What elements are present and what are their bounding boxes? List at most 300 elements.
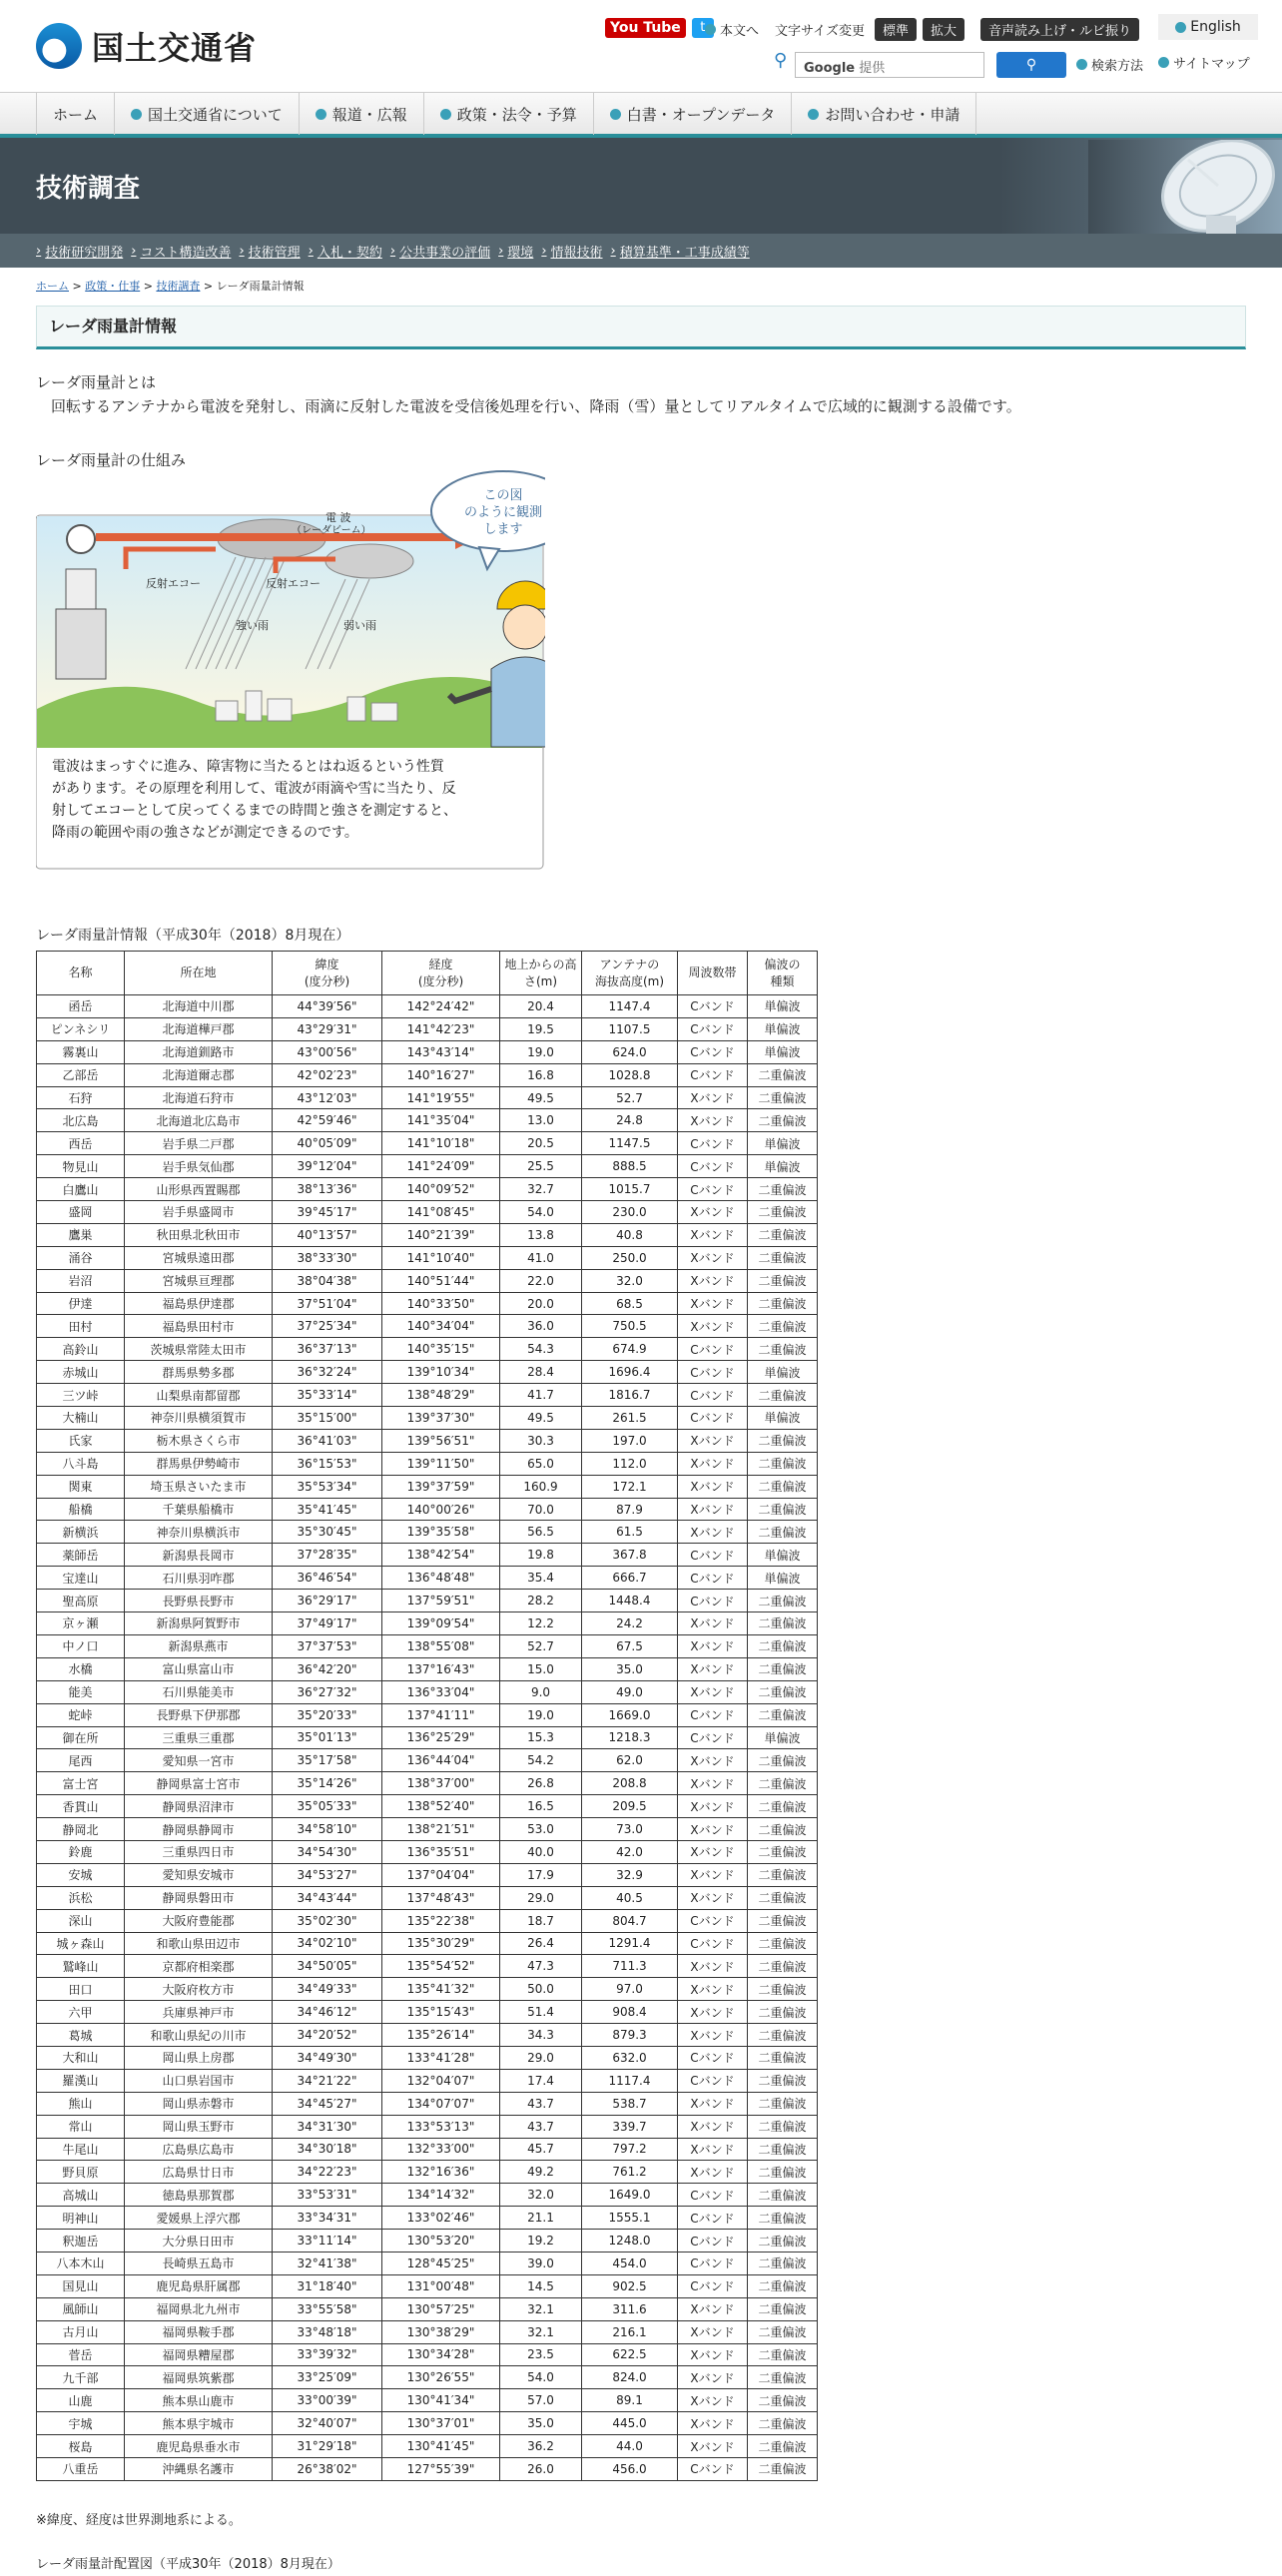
table-cell: 131°00′48" [382,2274,500,2297]
table-cell: 35°30′45" [273,1521,382,1544]
table-cell: 97.0 [582,1978,678,2001]
table-cell: 古月山 [37,2320,125,2343]
table-row [37,1978,818,2001]
subnav-bidding[interactable]: › 入札・契約 [309,242,390,261]
table-cell: 二重偏波 [748,1315,818,1338]
table-row [37,1246,818,1269]
table-cell: 41.0 [500,1246,582,1269]
table-cell: 761.2 [582,2161,678,2184]
table-cell: 石川県羽咋郡 [125,1567,273,1590]
table-cell: 二重偏波 [748,1384,818,1407]
table-cell: 138°55′08" [382,1634,500,1657]
echo-label-2: 反射エコー [266,577,320,590]
table-cell: 216.1 [582,2320,678,2343]
table-cell: 130°57′25" [382,2297,500,2320]
table-cell: 単偏波 [748,1040,818,1063]
table-cell: 岡山県玉野市 [125,2115,273,2138]
table-cell: 単偏波 [748,1567,818,1590]
table-cell: 桜島 [37,2435,125,2458]
table-cell: 138°48′29" [382,1384,500,1407]
table-row [37,1657,818,1680]
table-cell: 深山 [37,1909,125,1932]
table-cell: 二重偏波 [748,2320,818,2343]
table-row [37,2161,818,2184]
table-row [37,2412,818,2435]
table-cell: 54.0 [500,2366,582,2389]
table-cell: 135°15′43" [382,2001,500,2024]
table-cell: 京ヶ瀬 [37,1612,125,1635]
table-cell: 141°42′23" [382,1017,500,1040]
table-cell: 209.5 [582,1795,678,1818]
table-body [37,995,818,2481]
table-cell: 鷲峰山 [37,1955,125,1978]
table-cell: 19.8 [500,1544,582,1567]
table-cell: Xバンド [678,2412,748,2435]
bubble-line-3: します [483,522,523,537]
table-cell: 70.0 [500,1498,582,1521]
table-row [37,1818,818,1841]
table-cell: 367.8 [582,1544,678,1567]
table-row [37,1452,818,1475]
table-cell: 兵庫県神戸市 [125,2001,273,2024]
search-button[interactable] [996,52,1066,78]
table-cell: 160.9 [500,1475,582,1498]
table-cell: 二重偏波 [748,1932,818,1955]
table-row [37,2092,818,2115]
table-cell: 36°41′03" [273,1429,382,1452]
table-cell: Cバンド [678,1178,748,1201]
table-cell: Cバンド [678,2046,748,2069]
table-row [37,1178,818,1201]
wave-label: 電 波 [325,511,351,524]
table-cell: 尾西 [37,1749,125,1772]
table-cell: 34°46′12" [273,2001,382,2024]
table-cell: 136°33′04" [382,1680,500,1703]
table-cell: 44°39′56" [273,995,382,1018]
table-cell: 静岡県沼津市 [125,1795,273,1818]
table-cell: 福島県伊達郡 [125,1292,273,1315]
font-large-button[interactable]: 拡大 [923,18,964,41]
table-cell: 福岡県糟屋郡 [125,2343,273,2366]
table-cell: 139°10′34" [382,1361,500,1384]
table-cell: 宮城県亘理郡 [125,1269,273,1292]
table-cell: 35°41′45" [273,1498,382,1521]
table-cell: 大和山 [37,2046,125,2069]
table-cell: 長野県下伊那郡 [125,1703,273,1726]
table-cell: Xバンド [678,1955,748,1978]
table-cell: 36°27′32" [273,1680,382,1703]
col-polarization: 偏波の 種類 [748,952,818,995]
table-cell: 879.3 [582,2024,678,2047]
table-cell: 32.9 [582,1863,678,1886]
table-cell: 二重偏波 [748,2115,818,2138]
nav-label: 国土交通省について [148,105,283,124]
table-cell: 130°38′29" [382,2320,500,2343]
table-cell: Xバンド [678,1772,748,1795]
table-cell: 単偏波 [748,1155,818,1178]
table-cell: 新潟県長岡市 [125,1544,273,1567]
table-cell: 139°09′54" [382,1612,500,1635]
table-cell: Cバンド [678,2207,748,2230]
section-title: 技術調査 [36,174,141,204]
nav-policy[interactable] [424,93,594,135]
table-cell: 1448.4 [582,1590,678,1612]
table-cell: 135°22′38" [382,1909,500,1932]
table-cell: 674.9 [582,1338,678,1361]
table-cell: 二重偏波 [748,2207,818,2230]
subnav-standards[interactable]: › 積算基準・工事成績等 [611,242,758,261]
table-cell: Xバンド [678,2297,748,2320]
table-cell: 40.8 [582,1223,678,1246]
table-cell: Xバンド [678,1521,748,1544]
table-cell: 二重偏波 [748,1955,818,1978]
table-cell: Xバンド [678,1749,748,1772]
table-cell: 石川県能美市 [125,1680,273,1703]
table-cell: Xバンド [678,1269,748,1292]
table-caption: レーダ雨量計情報（平成30年（2018）8月現在） [36,928,350,944]
breadcrumb [36,278,305,294]
table-cell: 143°43′14" [382,1040,500,1063]
table-cell: 34°50′05" [273,1955,382,1978]
table-cell: 40.5 [582,1886,678,1909]
search-input[interactable] [795,52,984,78]
table-cell: 138°37′00" [382,1772,500,1795]
table-cell: 二重偏波 [748,2435,818,2458]
table-cell: 34°49′30" [273,2046,382,2069]
nav-label: ホーム [53,105,99,124]
table-row [37,1703,818,1726]
breadcrumb-home[interactable]: ホーム [36,280,69,293]
table-cell: 139°11′50" [382,1452,500,1475]
table-cell: 18.7 [500,1909,582,1932]
table-cell: 30.3 [500,1429,582,1452]
table-row [37,1498,818,1521]
table-cell: 羅漢山 [37,2069,125,2092]
table-cell: 1218.3 [582,1726,678,1749]
table-cell: 51.4 [500,2001,582,2024]
table-cell: 15.3 [500,1726,582,1749]
table-cell: 33°25′09" [273,2366,382,2389]
table-cell: 136°48′48" [382,1567,500,1590]
subnav-environment[interactable]: › 環境 [498,242,541,261]
youtube-icon[interactable]: You Tube [605,18,686,38]
table-cell: 130°37′01" [382,2412,500,2435]
table-cell: 24.2 [582,1612,678,1635]
table-cell: 二重偏波 [748,1590,818,1612]
table-cell: Cバンド [678,2458,748,2481]
table-row [37,1909,818,1932]
table-cell: 127°55′39" [382,2458,500,2481]
table-cell: Xバンド [678,1315,748,1338]
table-cell: 24.8 [582,1109,678,1132]
table-cell: 和歌山県田辺市 [125,1932,273,1955]
table-cell: 49.5 [500,1407,582,1430]
table-cell: 36°32′24" [273,1361,382,1384]
table-cell: 関東 [37,1475,125,1498]
table-cell: 39.0 [500,2252,582,2274]
table-cell: 750.5 [582,1315,678,1338]
table-cell: 68.5 [582,1292,678,1315]
table-cell: 1816.7 [582,1384,678,1407]
table-cell: 明神山 [37,2207,125,2230]
table-cell: 39°45′17" [273,1201,382,1224]
table-cell: 二重偏波 [748,1475,818,1498]
table-cell: 29.0 [500,1886,582,1909]
table-row [37,2046,818,2069]
table-cell: 454.0 [582,2252,678,2274]
table-cell: 622.5 [582,2343,678,2366]
table-cell: 千葉県船橋市 [125,1498,273,1521]
table-cell: 32.7 [500,1178,582,1201]
table-cell: 二重偏波 [748,1086,818,1109]
table-cell: 45.7 [500,2138,582,2161]
table-cell: 二重偏波 [748,2389,818,2412]
table-cell: 北海道北広島市 [125,1109,273,1132]
table-cell: 197.0 [582,1429,678,1452]
table-cell: 二重偏波 [748,2001,818,2024]
subnav-it[interactable]: › 情報技術 [541,242,610,261]
table-cell: 1555.1 [582,2207,678,2230]
search-placeholder: 提供 [859,61,886,76]
table-row [37,2435,818,2458]
table-row [37,1795,818,1818]
table-cell: 35°17′58" [273,1749,382,1772]
table-cell: 二重偏波 [748,2046,818,2069]
caption-line-4: 降雨の範囲や雨の強さなどが測定できるのです。 [52,825,358,841]
table-cell: 二重偏波 [748,2343,818,2366]
read-aloud-button[interactable]: 音声読み上げ・ルビ振り [980,18,1139,41]
sitemap-link[interactable] [1158,53,1250,72]
table-cell: 140°35′15" [382,1338,500,1361]
table-cell: Cバンド [678,1040,748,1063]
table-cell: 141°10′18" [382,1132,500,1155]
beam-label: （レーダビーム） [292,525,371,536]
table-cell: 35°14′26" [273,1772,382,1795]
table-cell: 愛媛県上浮穴郡 [125,2207,273,2230]
table-cell: 二重偏波 [748,2366,818,2389]
table-cell: 52.7 [582,1086,678,1109]
table-row [37,2320,818,2343]
table-cell: 八斗島 [37,1452,125,1475]
table-cell: 二重偏波 [748,1978,818,2001]
table-cell: 1117.4 [582,2069,678,2092]
table-cell: Cバンド [678,1361,748,1384]
breadcrumb-policy[interactable]: 政策・仕事 [85,280,141,293]
subnav-tech-mgmt[interactable]: › 技術管理 [239,242,308,261]
table-cell: 北広島 [37,1109,125,1132]
table-cell: 43°29′31" [273,1017,382,1040]
table-cell: 六甲 [37,2001,125,2024]
table-cell: 二重偏波 [748,1429,818,1452]
nav-about[interactable] [115,93,300,135]
table-cell: 単偏波 [748,1726,818,1749]
table-row [37,1292,818,1315]
table-cell: 130°53′20" [382,2230,500,2253]
table-cell: Xバンド [678,1634,748,1657]
table-cell: 31°18′40" [273,2274,382,2297]
table-row [37,1634,818,1657]
table-cell: 89.1 [582,2389,678,2412]
table-cell: 36°37′13" [273,1338,382,1361]
table-cell: 三ツ峠 [37,1384,125,1407]
table-cell: 112.0 [582,1452,678,1475]
table-cell: 17.9 [500,1863,582,1886]
subnav-evaluation[interactable]: › 公共事業の評価 [390,242,498,261]
table-row [37,2184,818,2207]
table-cell: Cバンド [678,1132,748,1155]
table-cell: 二重偏波 [748,1269,818,1292]
table-row [37,1886,818,1909]
table-cell: 130°41′45" [382,2435,500,2458]
table-cell: 二重偏波 [748,1521,818,1544]
font-standard-button[interactable]: 標準 [875,18,917,41]
nav-contact[interactable] [792,93,976,135]
breadcrumb-tech[interactable]: 技術調査 [156,280,201,293]
table-cell: Xバンド [678,2343,748,2366]
table-cell: Cバンド [678,1590,748,1612]
table-cell: 福岡県北九州市 [125,2297,273,2320]
table-cell: 赤城山 [37,1361,125,1384]
search-help-link[interactable] [1076,55,1143,74]
table-cell: 339.7 [582,2115,678,2138]
table-row [37,1521,818,1544]
table-cell: 国見山 [37,2274,125,2297]
skip-label: 本文へ [720,24,760,39]
nav-whitepaper[interactable] [594,93,793,135]
nav-home[interactable] [36,93,115,135]
breadcrumb-current: レーダ雨量計情報 [216,280,305,293]
table-cell: 32.1 [500,2297,582,2320]
table-cell: 140°09′52" [382,1178,500,1201]
table-cell: 208.8 [582,1772,678,1795]
table-cell: 15.0 [500,1657,582,1680]
table-cell: 38°33′30" [273,1246,382,1269]
table-cell: 沖縄県名護市 [125,2458,273,2481]
table-cell: 38°13′36" [273,1178,382,1201]
table-cell: 八本木山 [37,2252,125,2274]
table-cell: 137°59′51" [382,1590,500,1612]
table-cell: 二重偏波 [748,2069,818,2092]
table-row [37,1269,818,1292]
twitter-icon[interactable]: t [692,18,714,38]
table-cell: Xバンド [678,2024,748,2047]
table-row [37,1223,818,1246]
bullet-icon [440,109,451,120]
table-cell: 鷹巣 [37,1223,125,1246]
table-cell: 40.0 [500,1840,582,1863]
table-cell: 二重偏波 [748,2252,818,2274]
table-cell: 139°35′58" [382,1521,500,1544]
table-cell: 岩手県気仙郡 [125,1155,273,1178]
table-row [37,1132,818,1155]
table-cell: Cバンド [678,995,748,1018]
table-cell: 138°52′40" [382,1795,500,1818]
table-cell: 34°54′30" [273,1840,382,1863]
table-cell: 133°41′28" [382,2046,500,2069]
table-cell: 蛇峠 [37,1703,125,1726]
table-cell: 28.2 [500,1590,582,1612]
table-row [37,2389,818,2412]
bullet-icon [705,24,716,35]
table-cell: Cバンド [678,1063,748,1086]
table-cell: 二重偏波 [748,1840,818,1863]
table-cell: 908.4 [582,2001,678,2024]
table-cell: 広島県廿日市 [125,2161,273,2184]
table-cell: 47.3 [500,1955,582,1978]
table-cell: Cバンド [678,1407,748,1430]
table-cell: 二重偏波 [748,1452,818,1475]
table-cell: 群馬県伊勢崎市 [125,1452,273,1475]
table-cell: 40°05′09" [273,1132,382,1155]
sub-nav [0,234,1282,268]
table-cell: 50.0 [500,1978,582,2001]
table-cell: Xバンド [678,1452,748,1475]
table-cell: 142°24′42" [382,995,500,1018]
table-cell: 岡山県赤磐市 [125,2092,273,2115]
table-cell: 902.5 [582,2274,678,2297]
table-cell: 36°15′53" [273,1452,382,1475]
table-cell: Xバンド [678,1978,748,2001]
english-link[interactable] [1158,14,1258,40]
skip-to-content-link[interactable] [705,20,759,39]
table-cell: 34°53′27" [273,1863,382,1886]
bullet-icon [131,109,142,120]
table-row [37,2366,818,2389]
subnav-cost[interactable]: › コスト構造改善 [131,242,239,261]
table-cell: 31°29′18" [273,2435,382,2458]
table-row [37,1726,818,1749]
table-cell: 43.7 [500,2115,582,2138]
table-cell: 愛知県一宮市 [125,1749,273,1772]
table-cell: Cバンド [678,2230,748,2253]
table-cell: 42.0 [582,1840,678,1863]
nav-press[interactable] [300,93,424,135]
table-cell: 単偏波 [748,1017,818,1040]
table-cell: 804.7 [582,1909,678,1932]
table-cell: 632.0 [582,2046,678,2069]
table-cell: 九千部 [37,2366,125,2389]
table-cell: 牛尾山 [37,2138,125,2161]
mlit-logo[interactable] [36,18,268,74]
satellite-dish-icon [1088,140,1282,234]
table-cell: 138°42′54" [382,1544,500,1567]
table-row [37,2069,818,2092]
table-cell: 43°12′03" [273,1086,382,1109]
table-cell: Cバンド [678,1726,748,1749]
table-cell: 37°25′34" [273,1315,382,1338]
table-cell: 二重偏波 [748,1246,818,1269]
table-cell: 二重偏波 [748,2274,818,2297]
subnav-rnd[interactable]: › 技術研究開発 [36,242,131,261]
table-row [37,2297,818,2320]
table-cell: 824.0 [582,2366,678,2389]
org-name: 国土交通省 [92,29,258,67]
table-cell: 140°51′44" [382,1269,500,1292]
table-cell: 北海道釧路市 [125,1040,273,1063]
bubble-line-2: のように観測 [463,505,543,520]
table-cell: Xバンド [678,1109,748,1132]
table-cell: 54.2 [500,1749,582,1772]
table-cell: 139°37′30" [382,1407,500,1430]
table-cell: 二重偏波 [748,1223,818,1246]
table-cell: 埼玉県さいたま市 [125,1475,273,1498]
table-cell: Xバンド [678,1840,748,1863]
table-cell: 乙部岳 [37,1063,125,1086]
table-row [37,1063,818,1086]
table-cell: 単偏波 [748,995,818,1018]
table-cell: Xバンド [678,1863,748,1886]
table-cell: 34°43′44" [273,1886,382,1909]
